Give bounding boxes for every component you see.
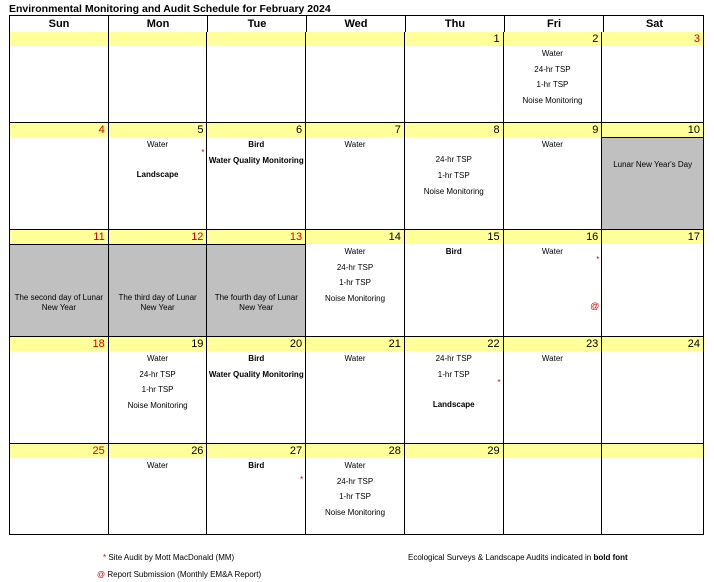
week-row: [10, 123, 703, 230]
monitoring-event: 24-hr TSP: [435, 354, 472, 363]
monitoring-event: Water: [541, 140, 563, 149]
weekday-header-tue: Tue: [208, 16, 307, 32]
day-body: [109, 137, 207, 229]
monitoring-event: Water: [344, 461, 366, 470]
monitoring-event: Water: [541, 49, 563, 58]
survey-event: Landscape: [136, 170, 179, 179]
day-cell: [10, 444, 109, 535]
day-number: 19: [109, 337, 207, 351]
monitoring-event: Noise Monitoring: [423, 187, 484, 196]
day-number: 8: [405, 123, 503, 137]
day-number: 5: [109, 123, 207, 137]
page-title: Environmental Monitoring and Audit Schedule for February 2024: [9, 3, 331, 15]
day-body: [306, 244, 404, 336]
day-cell: [602, 32, 703, 122]
legend-bold-note: [408, 553, 628, 562]
day-number: 11: [10, 230, 108, 244]
day-cell: [504, 444, 603, 535]
survey-event: Bird: [445, 247, 462, 256]
day-number: 7: [306, 123, 404, 137]
day-cell: [405, 230, 504, 336]
day-number: 25: [10, 444, 108, 458]
day-body: [602, 137, 703, 229]
day-number: 22: [405, 337, 503, 351]
day-number: 6: [207, 123, 305, 137]
day-body: [504, 137, 602, 229]
legend-report: [97, 570, 261, 579]
calendar-grid: [9, 15, 704, 535]
monitoring-event: 24-hr TSP: [435, 155, 472, 164]
monitoring-event: Water: [147, 140, 169, 149]
day-cell: [405, 444, 504, 535]
day-body: [306, 458, 404, 535]
day-cell: [504, 337, 603, 443]
site-audit-label: Site Audit by Mott MacDonald (MM): [108, 553, 235, 562]
bold-note-bold: bold: [593, 553, 611, 562]
survey-event: Bird: [248, 354, 265, 363]
monitoring-event: 24-hr TSP: [336, 476, 374, 486]
day-number: 1: [405, 32, 503, 46]
day-number: 3: [602, 32, 703, 46]
monitoring-event: Water: [541, 354, 563, 363]
monitoring-event: Water: [147, 461, 169, 470]
day-number: 15: [405, 230, 503, 244]
report-label: Report Submission (Monthly EM&A Report): [107, 570, 262, 579]
survey-event: Water Quality Monitoring: [208, 155, 304, 165]
day-cell: [306, 32, 405, 122]
day-cell: [602, 337, 703, 443]
day-body: [504, 46, 602, 122]
day-cell: [306, 337, 405, 443]
day-cell: [504, 32, 603, 122]
day-number: 21: [306, 337, 404, 351]
monitoring-event: Noise Monitoring: [325, 293, 386, 303]
day-body: [10, 351, 108, 443]
day-body: [10, 137, 108, 229]
day-number: [306, 32, 404, 46]
day-cell: [306, 123, 405, 229]
day-number: 13: [207, 230, 305, 244]
day-body: [405, 351, 503, 443]
weekday-header-sun: Sun: [10, 16, 109, 32]
day-body: [207, 458, 305, 535]
day-body: [306, 46, 404, 122]
report-marker: @: [590, 301, 600, 311]
weekday-header-fri: Fri: [505, 16, 604, 32]
day-cell: [10, 32, 109, 122]
day-body: [207, 137, 305, 229]
day-body: [602, 46, 703, 122]
site-audit-marker: *: [201, 148, 205, 157]
day-body: [109, 244, 207, 336]
monitoring-event: 24-hr TSP: [336, 262, 374, 272]
site-audit-symbol: *: [103, 553, 107, 562]
monitoring-event: Water: [344, 140, 366, 149]
survey-event: Bird: [248, 140, 265, 149]
survey-event: Bird: [248, 461, 265, 470]
day-cell: [405, 123, 504, 229]
day-body: [306, 351, 404, 443]
day-cell: [405, 32, 504, 122]
monitoring-event: Noise Monitoring: [127, 400, 188, 410]
day-body: [405, 137, 503, 229]
day-cell: [306, 230, 405, 336]
day-cell: [10, 123, 109, 229]
monitoring-event: Water: [344, 247, 366, 256]
day-cell: [109, 32, 208, 122]
day-cell: [602, 444, 703, 535]
day-number: 24: [602, 337, 703, 351]
weekday-header-mon: Mon: [109, 16, 208, 32]
weekday-header-row: [10, 16, 703, 33]
holiday-label: Lunar New Year's Day: [613, 160, 693, 169]
day-body: [109, 351, 207, 443]
holiday-label: The third day of Lunar New Year: [118, 293, 197, 312]
day-number: 12: [109, 230, 207, 244]
day-number: 28: [306, 444, 404, 458]
holiday-label: The fourth day of Lunar New Year: [214, 293, 298, 312]
monitoring-event: 1-hr TSP: [339, 278, 371, 287]
day-body: [405, 458, 503, 535]
day-number: 29: [405, 444, 503, 458]
day-cell: [207, 32, 306, 122]
day-number: 23: [504, 337, 602, 351]
day-body: [602, 458, 703, 535]
day-number: [207, 32, 305, 46]
day-cell: [10, 337, 109, 443]
day-number: 9: [504, 123, 602, 137]
day-number: 20: [207, 337, 305, 351]
day-number: 16: [504, 230, 602, 244]
day-number: 10: [602, 123, 703, 137]
day-body: [10, 244, 108, 336]
week-row: [10, 337, 703, 444]
day-number: 18: [10, 337, 108, 351]
site-audit-marker: *: [497, 378, 501, 387]
day-body: [405, 244, 503, 336]
day-body: [405, 46, 503, 122]
monitoring-event: 1-hr TSP: [437, 171, 470, 180]
day-body: [602, 244, 703, 336]
weekday-header-wed: Wed: [307, 16, 406, 32]
day-number: 26: [109, 444, 207, 458]
week-row: [10, 444, 703, 535]
day-number: [504, 444, 602, 458]
day-number: 17: [602, 230, 703, 244]
day-number: [602, 444, 703, 458]
monitoring-event: 1-hr TSP: [536, 80, 569, 89]
day-cell: [109, 444, 208, 535]
week-row: [10, 230, 703, 337]
bold-note-end: font: [612, 553, 628, 562]
day-number: 14: [306, 230, 404, 244]
day-cell: [504, 230, 603, 336]
monitoring-event: 24-hr TSP: [534, 64, 571, 74]
day-number: [109, 32, 207, 46]
day-cell: [109, 123, 208, 229]
day-body: [602, 351, 703, 443]
holiday-label: The second day of Lunar New Year: [14, 293, 104, 312]
day-body: [504, 458, 602, 535]
legend-site-audit: [103, 553, 234, 562]
day-body: [109, 458, 207, 535]
day-number: 27: [207, 444, 305, 458]
day-number: 2: [504, 32, 602, 46]
survey-event: Water Quality Monitoring: [208, 369, 304, 379]
day-cell: [10, 230, 109, 336]
survey-event: Landscape: [432, 400, 475, 409]
site-audit-marker: *: [300, 475, 304, 484]
day-number: [10, 32, 108, 46]
day-number: 4: [10, 123, 108, 137]
bold-note-text: Ecological Surveys & Landscape Audits indicated in: [408, 553, 592, 562]
week-row: [10, 32, 703, 123]
monitoring-event: 1-hr TSP: [437, 369, 470, 379]
day-body: [207, 351, 305, 443]
monitoring-event: 1-hr TSP: [339, 492, 371, 501]
monitoring-event: Water: [147, 354, 169, 363]
day-body: [207, 244, 305, 336]
day-body: [504, 244, 602, 336]
day-cell: [405, 337, 504, 443]
day-body: [504, 351, 602, 443]
day-cell: [207, 444, 306, 535]
day-cell: [504, 123, 603, 229]
day-cell: [602, 230, 703, 336]
day-cell: [602, 123, 703, 229]
monitoring-event: Noise Monitoring: [325, 507, 386, 517]
day-cell: [207, 230, 306, 336]
monitoring-event: Water: [541, 247, 563, 256]
day-cell: [109, 230, 208, 336]
day-cell: [207, 337, 306, 443]
report-symbol: @: [97, 570, 106, 579]
weekday-header-thu: Thu: [406, 16, 505, 32]
day-cell: [306, 444, 405, 535]
monitoring-event: Water: [344, 354, 366, 363]
day-body: [109, 46, 207, 122]
day-body: [10, 458, 108, 535]
monitoring-event: 1-hr TSP: [141, 385, 174, 394]
site-audit-marker: *: [596, 255, 600, 264]
day-body: [10, 46, 108, 122]
day-cell: [109, 337, 208, 443]
day-body: [306, 137, 404, 229]
monitoring-event: Noise Monitoring: [522, 95, 583, 105]
day-cell: [207, 123, 306, 229]
day-body: [207, 46, 305, 122]
monitoring-event: 24-hr TSP: [139, 369, 176, 379]
weekday-header-sat: Sat: [645, 18, 664, 30]
